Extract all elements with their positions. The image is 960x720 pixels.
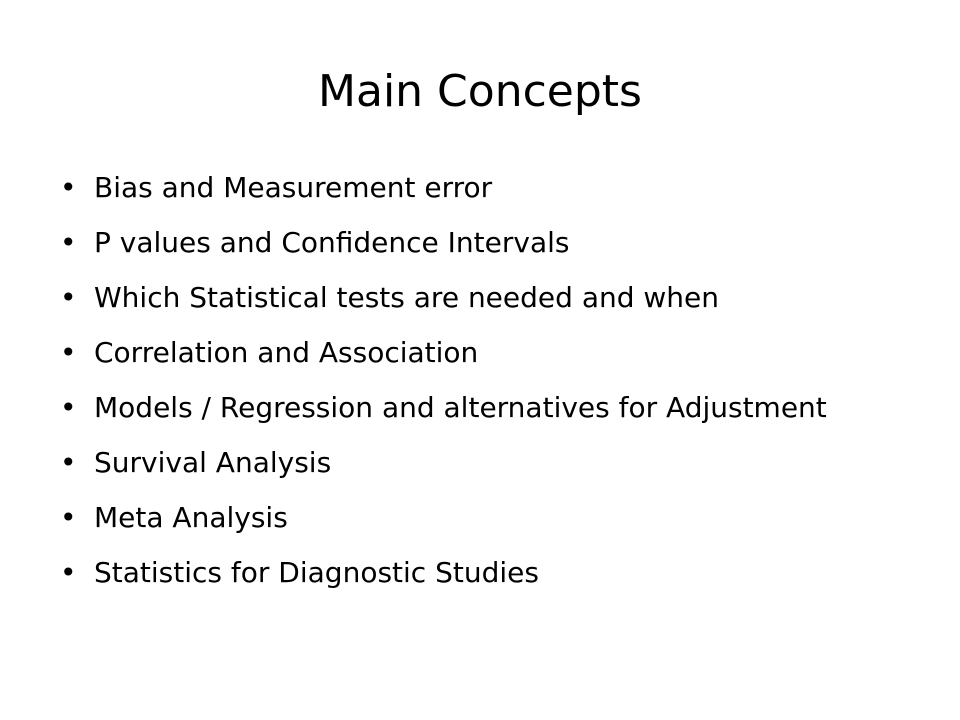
bullet-icon: • bbox=[60, 501, 77, 534]
bullet-icon: • bbox=[60, 556, 77, 589]
slide-title: Main Concepts bbox=[318, 66, 642, 117]
bullet-item bbox=[58, 225, 898, 260]
bullet-icon: • bbox=[60, 391, 77, 424]
bullet-icon: • bbox=[60, 281, 77, 314]
bullet-text: Meta Analysis bbox=[94, 501, 288, 534]
bullet-icon: • bbox=[60, 226, 77, 259]
bullet-text: Models / Regression and alternatives for Adjustment bbox=[94, 391, 827, 424]
bullet-item bbox=[58, 390, 898, 425]
bullet-item bbox=[58, 555, 898, 590]
bullet-list bbox=[58, 170, 898, 610]
bullet-item bbox=[58, 445, 898, 480]
bullet-icon: • bbox=[60, 446, 77, 479]
bullet-text: Survival Analysis bbox=[94, 446, 332, 479]
bullet-item bbox=[58, 280, 898, 315]
bullet-text: Which Statistical tests are needed and when bbox=[94, 281, 720, 314]
bullet-text: Correlation and Association bbox=[94, 336, 479, 369]
bullet-text: P values and Confidence Intervals bbox=[94, 226, 570, 259]
bullet-icon: • bbox=[60, 336, 77, 369]
bullet-text: Statistics for Diagnostic Studies bbox=[94, 556, 539, 589]
bullet-text: Bias and Measurement error bbox=[94, 171, 493, 204]
bullet-item bbox=[58, 170, 898, 205]
bullet-item bbox=[58, 500, 898, 535]
bullet-icon: • bbox=[60, 171, 77, 204]
bullet-item bbox=[58, 335, 898, 370]
